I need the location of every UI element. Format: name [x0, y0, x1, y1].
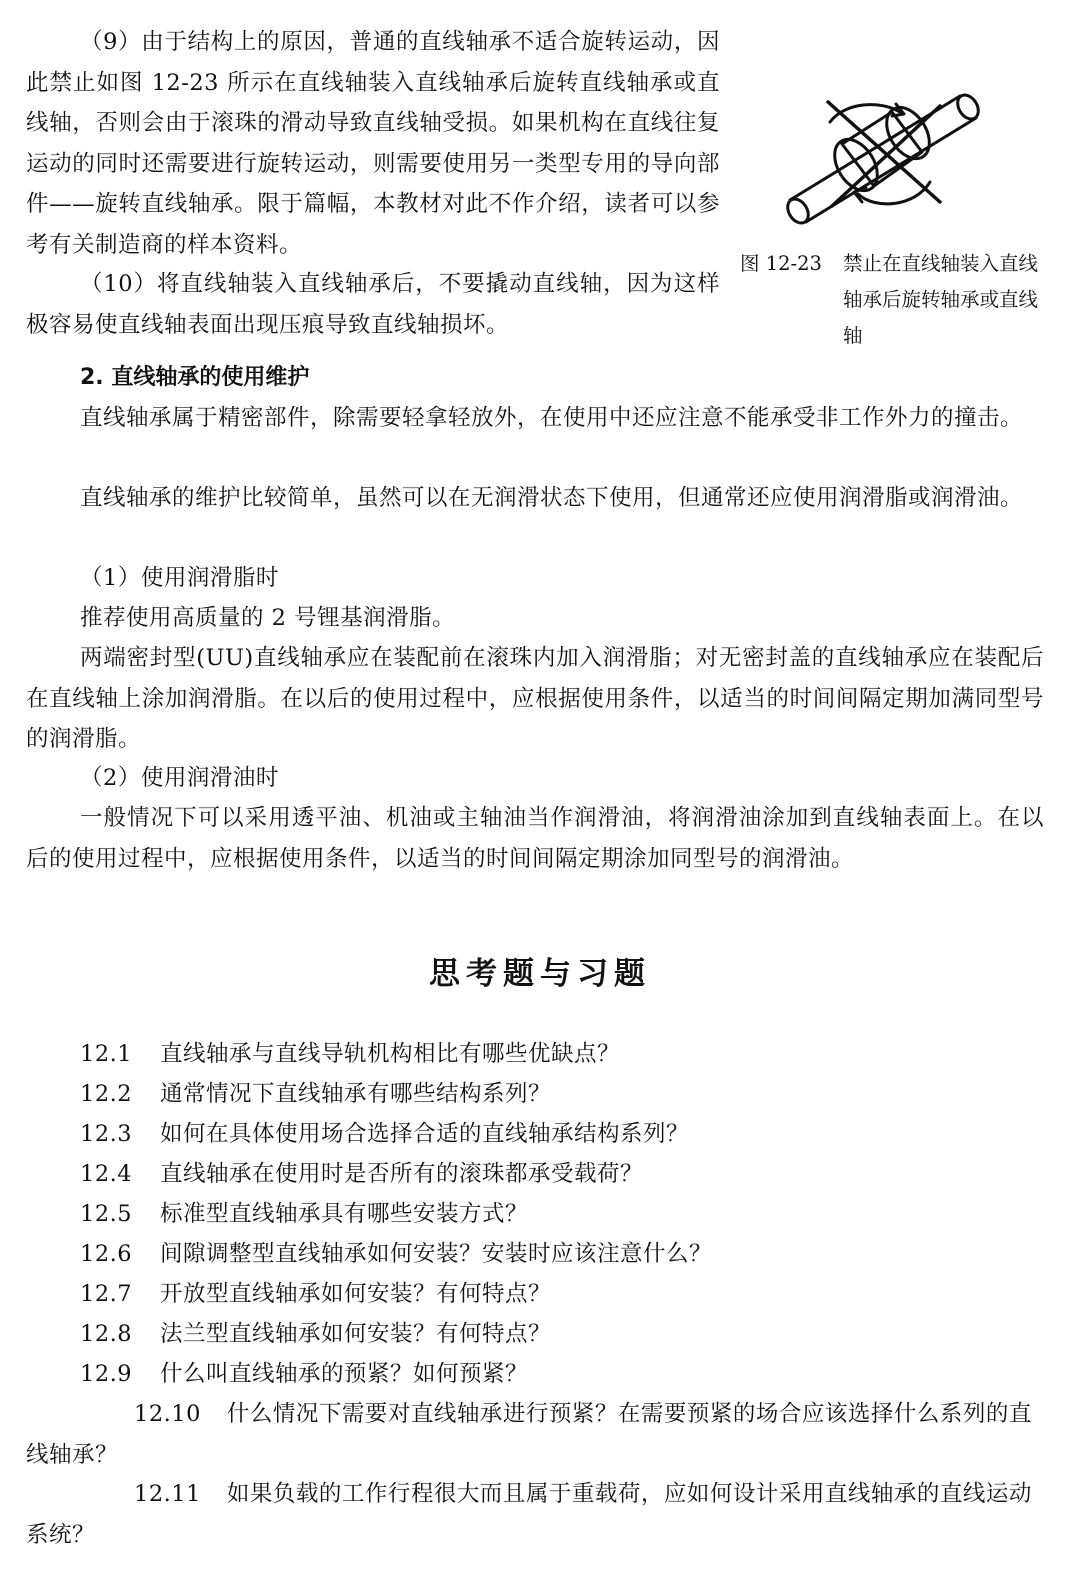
exercise-item [26, 1114, 1044, 1155]
exercise-text: 如何在具体使用场合选择合适的直线轴承结构系列？ [160, 1121, 690, 1147]
exercise-text: 如果负载的工作行程很大而且属于重载荷，应如何设计采用直线轴承的直线运动系统？ [26, 1481, 1032, 1548]
paragraph: 一般情况下可以采用透平油、机油或主轴油当作润滑油，将润滑油涂加到直线轴表面上。在以后的使用过程中，应根据使用条件，以适当的时间间隔定期涂加同型号的润滑油。 [26, 805, 1044, 872]
paragraph: 直线轴承的维护比较简单，虽然可以在无润滑状态下使用，但通常还应使用润滑脂或润滑油。 [80, 485, 1024, 511]
exercise-item [26, 1074, 1044, 1115]
exercise-item [26, 1154, 1044, 1195]
exercise-number: 12.1 [80, 1041, 133, 1067]
exercise-number: 12.8 [80, 1321, 133, 1347]
exercise-text: 间隙调整型直线轴承如何安装？安装时应该注意什么？ [160, 1241, 713, 1267]
exercise-text: 法兰型直线轴承如何安装？有何特点？ [160, 1321, 552, 1347]
paragraph: 推荐使用高质量的 2 号锂基润滑脂。 [80, 605, 456, 631]
paragraph: 两端密封型(UU)直线轴承应在装配前在滚珠内加入润滑脂；对无密封盖的直线轴承应在装配后在直线轴上涂加润滑脂。在以后的使用过程中，应根据使用条件，以适当的时间间隔定期加满同型号的润滑脂。 [26, 645, 1044, 752]
exercise-item [26, 1474, 1044, 1555]
exercise-number: 12.6 [80, 1241, 133, 1267]
exercises-title: 思考题与习题 [429, 956, 651, 992]
exercise-item [26, 1354, 1044, 1395]
exercise-text: 标准型直线轴承具有哪些安装方式？ [160, 1201, 529, 1227]
exercise-item [26, 1234, 1044, 1275]
exercise-item [26, 1314, 1044, 1355]
exercise-number: 12.3 [80, 1121, 133, 1147]
paragraph-item-9: （9）由于结构上的原因，普通的直线轴承不适合旋转运动，因此禁止如图 12-23 所示在直线轴装入直线轴承后旋转直线轴承或直线轴，否则会由于滚珠的滑动导致直线轴受损。如果机构在直线往复运动的同时还需要进行旋转运动，则需要使用另一类型专用的导向部件——旋转直线轴承。限于篇幅，本教材对此不作介绍，读者可以参考有关制造商的样本资料。 [26, 29, 720, 258]
subheading-grease: （1）使用润滑脂时 [80, 565, 279, 591]
figure-number: 图 12-23 [740, 252, 822, 275]
subheading-oil: （2）使用润滑油时 [80, 765, 279, 791]
exercise-item [26, 1194, 1044, 1235]
exercise-item [26, 1274, 1044, 1315]
exercise-number: 12.4 [80, 1161, 133, 1187]
exercise-item [26, 1394, 1044, 1475]
exercise-number: 12.11 [134, 1481, 201, 1507]
exercise-text: 什么叫直线轴承的预紧？如何预紧？ [160, 1361, 529, 1387]
exercise-text: 直线轴承在使用时是否所有的滚珠都承受载荷？ [160, 1161, 644, 1187]
paragraph: 直线轴承属于精密部件，除需要轻拿轻放外，在使用中还应注意不能承受非工作外力的撞击。 [80, 405, 1024, 431]
exercise-text: 开放型直线轴承如何安装？有何特点？ [160, 1281, 552, 1307]
exercise-text: 直线轴承与直线导轨机构相比有哪些优缺点？ [160, 1041, 621, 1067]
rotating-bearing-prohibited-figure [770, 82, 1000, 232]
paragraph-item-10: （10）将直线轴装入直线轴承后，不要撬动直线轴，因为这样极容易使直线轴表面出现压痕导致直线轴损坏。 [26, 271, 720, 338]
exercise-number: 12.5 [80, 1201, 133, 1227]
exercise-number: 12.7 [80, 1281, 133, 1307]
exercise-number: 12.10 [134, 1401, 201, 1427]
exercise-number: 12.2 [80, 1081, 133, 1107]
exercise-text: 通常情况下直线轴承有哪些结构系列？ [160, 1081, 552, 1107]
figure-caption: 禁止在直线轴装入直线轴承后旋转轴承或直线轴 [843, 252, 1039, 347]
exercise-number: 12.9 [80, 1361, 133, 1387]
exercise-text: 什么情况下需要对直线轴承进行预紧？在需要预紧的场合应该选择什么系列的直线轴承？ [26, 1401, 1032, 1468]
exercise-item [26, 1034, 1044, 1075]
section-heading: 2. 直线轴承的使用维护 [80, 365, 310, 390]
